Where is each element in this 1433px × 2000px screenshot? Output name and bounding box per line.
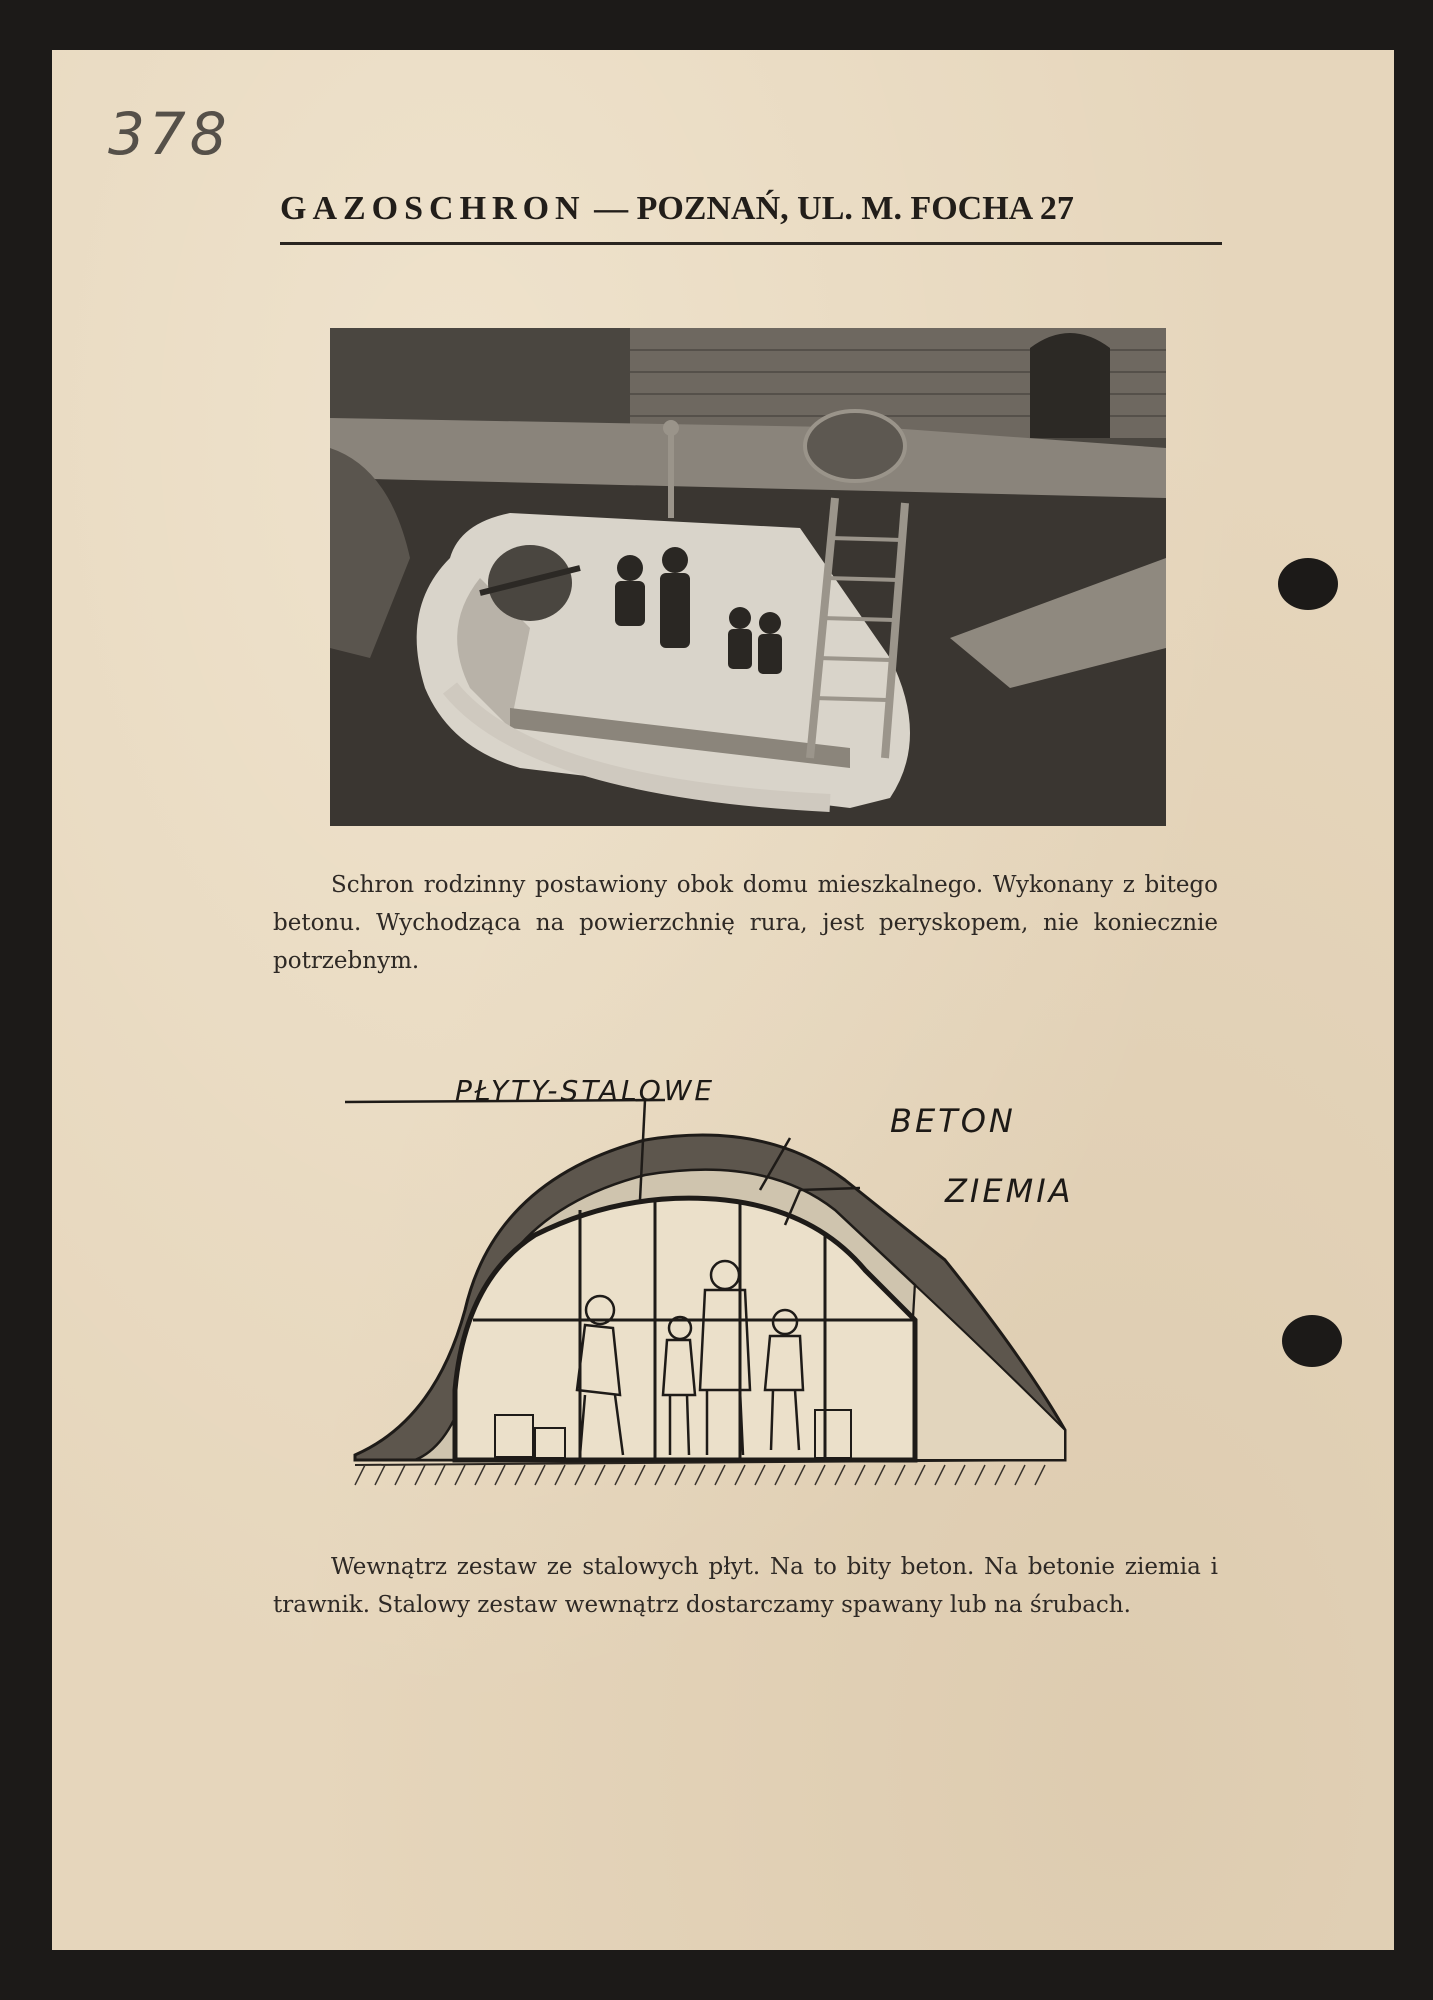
page-header: [280, 190, 1222, 245]
company-address: POZNAŃ, UL. M. FOCHA 27: [636, 190, 1074, 227]
punch-hole-bottom: [1282, 1315, 1342, 1367]
shelter-photo: [330, 328, 1166, 826]
label-concrete: BETON: [890, 1102, 1016, 1140]
label-earth: ZIEMIA: [945, 1172, 1074, 1210]
diagram-caption: Wewnątrz zestaw ze stalowych płyt. Na to bity beton. Na betonie ziemia i trawnik. Stalowy zestaw wewnątrz dostarczamy spawany lub na śrubach.: [273, 1554, 1218, 1618]
label-steel-plates: PŁYTY-STALOWE: [455, 1074, 716, 1107]
handwritten-page-number: 378: [108, 100, 231, 168]
punch-hole-top: [1278, 558, 1338, 610]
header-dash: —: [594, 190, 629, 227]
shelter-photo-illustration: [330, 328, 1166, 826]
shelter-cross-section-diagram: [345, 1060, 1125, 1530]
company-name: GAZOSCHRON: [280, 190, 586, 227]
photo-caption: Schron rodzinny postawiony obok domu mieszkalnego. Wykonany z bitego betonu. Wychodząca na powierzchnię rura, jest peryskopem, nie koniecznie potrzebnym.: [273, 872, 1218, 974]
